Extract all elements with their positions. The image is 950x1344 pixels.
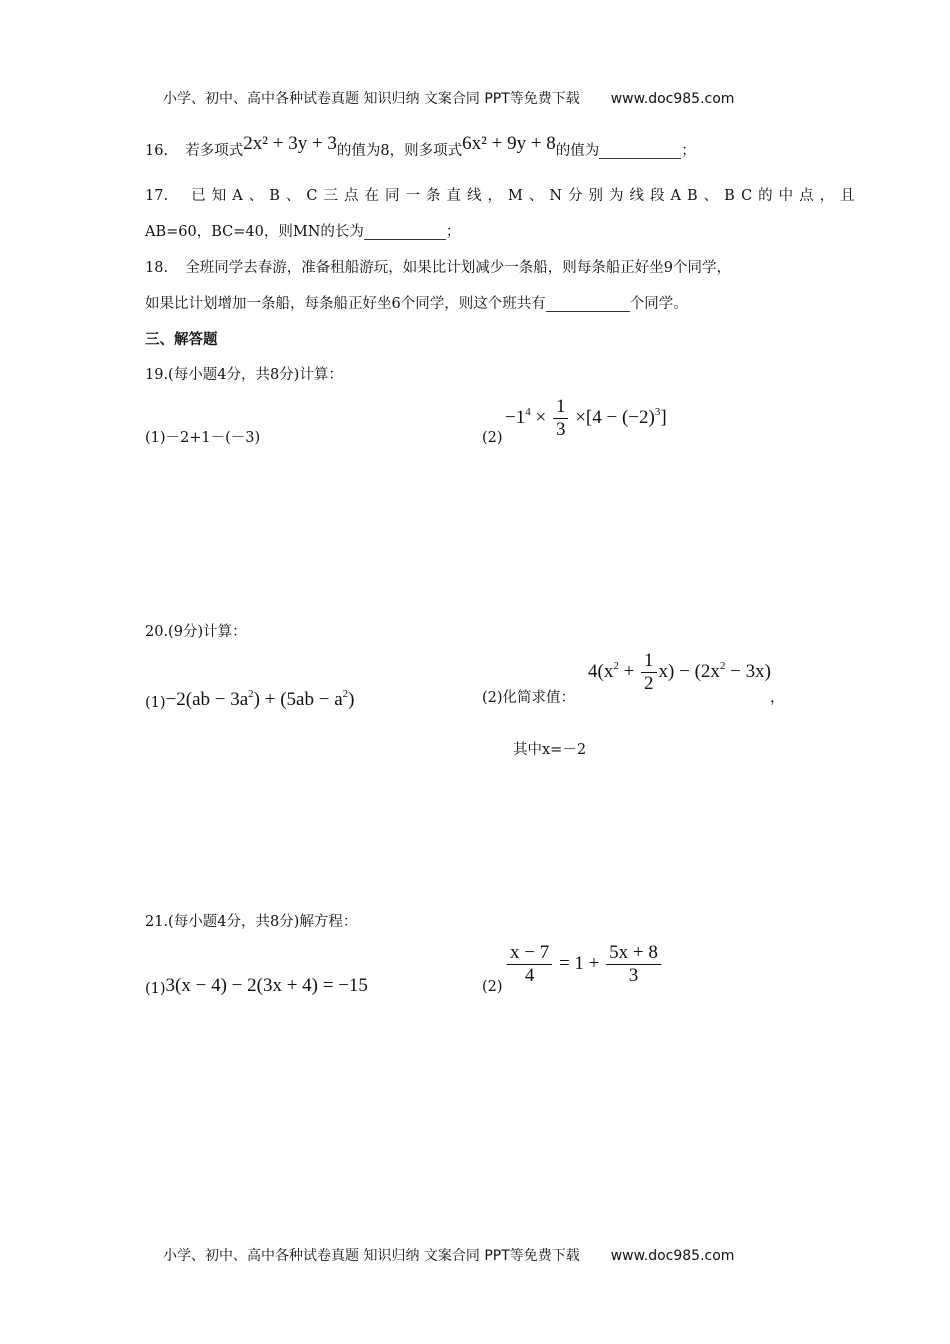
q21-p1-label: (1)	[145, 981, 166, 997]
q19-expr-sup: 4	[525, 405, 531, 418]
q18-answer-blank[interactable]	[546, 295, 630, 312]
page-footer	[163, 1245, 734, 1265]
q17-line-2: AB=60，BC=40，则MN的长为	[145, 224, 364, 240]
q19-heading: 19.(每小题4分，共8分)计算：	[145, 367, 343, 383]
q18-number: 18.	[145, 260, 169, 276]
q20-fraction	[641, 650, 657, 695]
section-title: 三、解答题	[145, 332, 218, 348]
question-17-line-2	[145, 222, 460, 242]
q21-frac2-den: 3	[628, 965, 639, 986]
q18-line-1: 全班同学去春游，准备租船游玩，如果比计划减少一条船，则每条船正好坐9个同学，	[185, 260, 732, 276]
q21-frac1-den: 4	[524, 965, 535, 986]
q20-part-2-label: (2)化简求值：	[482, 690, 576, 706]
q20-p1-sup: 2	[248, 688, 254, 700]
q20-p1-expr-b: ) + (5ab − a	[253, 689, 343, 710]
q16-expr-1: 2x² + 3y + 3	[243, 133, 337, 154]
q21-p2-mid: = 1 +	[554, 952, 605, 974]
q21-part-2-label: (2)	[482, 979, 503, 995]
q21-part-2-expr	[505, 942, 663, 987]
question-16	[145, 134, 696, 161]
q20-p2-sup: 2	[613, 659, 619, 672]
q20-p2-a: 4(x	[588, 660, 614, 682]
q19-expr-times: ×	[530, 406, 551, 428]
q20-p1-label: (1)	[145, 695, 166, 711]
q18-line-2a: 如果比计划增加一条船，每条船正好坐6个同学，则这个班共有	[145, 296, 546, 312]
q18-line-2b: 个同学。	[629, 296, 688, 312]
question-18-line-2	[145, 294, 688, 314]
q20-heading: 20.(9分)计算：	[145, 624, 247, 640]
q20-part-2-expr	[588, 650, 771, 695]
q19-expr-sup2: 3	[654, 405, 661, 418]
q19-part-2-expr	[505, 396, 667, 441]
page-header	[163, 88, 734, 108]
q20-comma: ，	[770, 690, 785, 706]
footer-title: 小学、初中、高中各种试卷真题 知识归纳 文案合同 PPT等免费下载	[163, 1248, 580, 1264]
header-title: 小学、初中、高中各种试卷真题 知识归纳 文案合同 PPT等免费下载	[163, 91, 580, 107]
q20-p1-expr-a: −2(ab − 3a	[165, 689, 249, 710]
q17-answer-blank[interactable]	[364, 223, 446, 240]
q16-answer-blank[interactable]	[599, 142, 681, 159]
q21-p1-expr: 3(x − 4) − 2(3x + 4) = −15	[165, 975, 368, 996]
q19-frac-num: 1	[553, 396, 569, 419]
q19-fraction	[553, 396, 569, 441]
q19-frac-den: 3	[555, 419, 566, 440]
header-url[interactable]: www.doc985.com	[610, 91, 735, 107]
q17-line-1: 已知A、B、C三点在同一条直线，M、N分别为线段AB、BC的中点，且	[191, 188, 861, 204]
question-17	[145, 186, 861, 206]
q20-p2-sup2: 2	[719, 659, 726, 672]
q20-p2-d: − 3x)	[725, 660, 771, 682]
q19-part-2-label: (2)	[482, 430, 503, 446]
q21-frac2-num: 5x + 8	[606, 942, 661, 965]
q21-heading: 21.(每小题4分，共8分)解方程：	[145, 914, 358, 930]
q16-text-4: ；	[681, 143, 696, 159]
q21-frac1-num: x − 7	[507, 942, 552, 965]
q20-where: 其中x=－2	[513, 742, 587, 758]
q20-p2-b: +	[618, 660, 640, 682]
q16-text-1: 若多项式	[185, 143, 244, 159]
q17-end: ；	[445, 224, 461, 240]
q20-p2-c: x) − (2x	[658, 660, 720, 682]
q19-expr-a: −1	[505, 406, 526, 428]
q19-part-1: (1)－2+1－(－3)	[145, 430, 261, 446]
q20-p1-expr	[166, 689, 355, 710]
q20-p1-expr-c: )	[348, 689, 355, 710]
q19-expr-c: ]	[660, 406, 667, 428]
q21-part-1	[145, 976, 368, 999]
q17-number: 17.	[145, 188, 169, 204]
q16-number: 16.	[145, 143, 169, 159]
question-18	[145, 258, 731, 278]
q20-part-1	[145, 684, 354, 713]
q21-fraction-2	[606, 942, 661, 987]
q16-text-3: 的值为	[555, 143, 600, 159]
q16-text-2: 的值为8，则多项式	[336, 143, 463, 159]
q21-fraction-1	[507, 942, 552, 987]
q20-frac-num: 1	[641, 650, 657, 673]
q19-expr-b: ×[4 − (−2)	[570, 406, 655, 428]
footer-url[interactable]: www.doc985.com	[610, 1248, 735, 1264]
q20-p1-sup2: 2	[342, 688, 349, 700]
q16-expr-2: 6x² + 9y + 8	[462, 133, 556, 154]
q20-frac-den: 2	[644, 673, 654, 694]
